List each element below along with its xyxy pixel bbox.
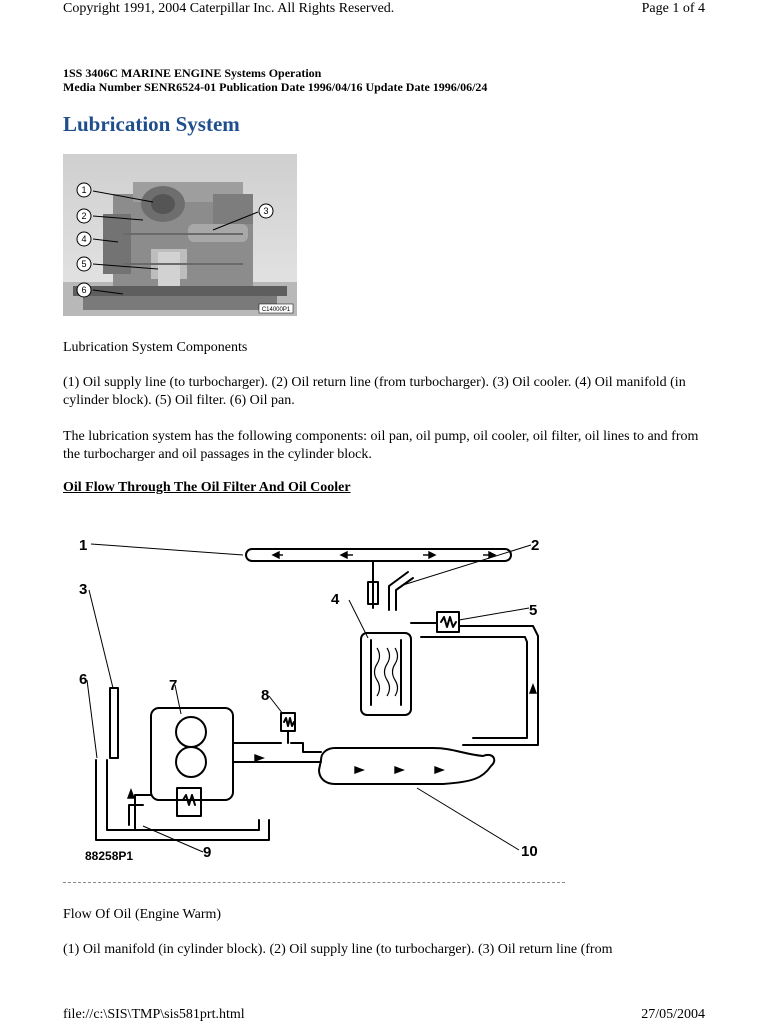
diagram-callout-7: 7 bbox=[169, 677, 178, 694]
diagram-callout-3: 3 bbox=[79, 581, 88, 598]
copyright-text: Copyright 1991, 2004 Caterpillar Inc. All Rights Reserved. bbox=[63, 1, 395, 16]
photo-callout-4: 4 bbox=[81, 234, 87, 244]
diagram-callout-9: 9 bbox=[203, 844, 212, 861]
oil-flow-diagram bbox=[63, 520, 583, 865]
page-title: Lubrication System bbox=[63, 112, 240, 136]
diagram-callout-8: 8 bbox=[261, 687, 270, 704]
oil-flow-legend: (1) Oil manifold (in cylinder block). (2) Oil supply line (to turbocharger). (3) Oil return line (from bbox=[63, 942, 613, 957]
photo-callout-5: 5 bbox=[81, 259, 87, 269]
lubrication-description: The lubrication system has the following components: oil pan, oil pump, oil cooler, oil filter, oil lines to and from the turbocharger and oil passages in the cylinder block. bbox=[63, 429, 699, 462]
figure-caption-components: Lubrication System Components bbox=[63, 340, 248, 355]
photo-tag: C14000P1 bbox=[261, 307, 291, 313]
photo-callout-1: 1 bbox=[81, 185, 87, 195]
diagram-callout-5: 5 bbox=[529, 602, 538, 619]
footer-file-path: file://c:\SIS\TMP\sis581prt.html bbox=[63, 1007, 245, 1022]
document-model: 1SS 3406C MARINE ENGINE Systems Operation bbox=[63, 66, 322, 80]
diagram-callout-2: 2 bbox=[531, 537, 540, 554]
section-subheading: Oil Flow Through The Oil Filter And Oil Cooler bbox=[63, 480, 351, 495]
diagram-tag: 88258P1 bbox=[85, 849, 134, 863]
photo-callout-3: 3 bbox=[263, 206, 269, 216]
photo-callout-2: 2 bbox=[81, 211, 87, 221]
page-number: Page 1 of 4 bbox=[641, 1, 705, 16]
diagram-callout-10: 10 bbox=[521, 843, 538, 860]
diagram-callout-6: 6 bbox=[79, 671, 88, 688]
section-divider bbox=[63, 882, 565, 883]
footer-date: 27/05/2004 bbox=[641, 1007, 705, 1022]
diagram-callout-4: 4 bbox=[331, 591, 340, 608]
figure-caption-oil-flow: Flow Of Oil (Engine Warm) bbox=[63, 907, 222, 922]
engine-photo bbox=[63, 154, 297, 316]
diagram-callout-1: 1 bbox=[79, 537, 88, 554]
photo-callout-6: 6 bbox=[81, 285, 87, 295]
components-legend: (1) Oil supply line (to turbocharger). (2) Oil return line (from turbocharger). (3) Oil cooler. (4) Oil manifold (in cylinder block). (5) Oil filter. (6) Oil pan. bbox=[63, 375, 686, 408]
document-media-info: Media Number SENR6524-01 Publication Date 1996/04/16 Update Date 1996/06/24 bbox=[63, 80, 488, 94]
